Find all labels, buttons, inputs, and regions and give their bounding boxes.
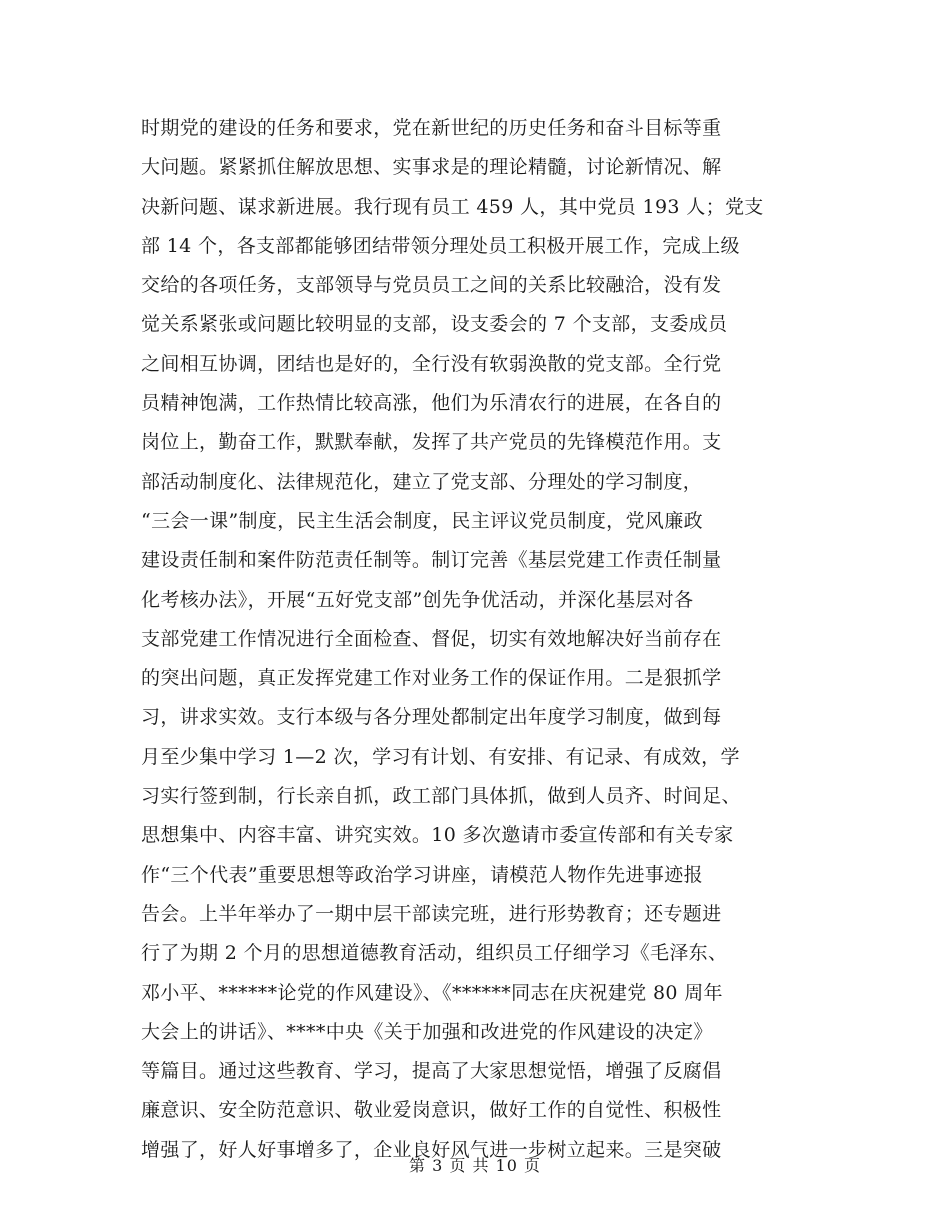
text-line: 邓小平、******论党的作风建设》、《******同志在庆祝建党 80 周年 xyxy=(141,981,723,1004)
text-line: 月至少集中学习 1—2 次，学习有计划、有安排、有记录、有成效，学 xyxy=(141,745,740,768)
text-line: 部 14 个，各支部都能够团结带领分理处员工积极开展工作，完成上级 xyxy=(141,234,740,257)
text-line: 习，讲求实效。支行本级与各分理处都制定出年度学习制度，做到每 xyxy=(141,706,722,729)
page-number-footer: 第 3 页 共 10 页 xyxy=(409,1156,541,1175)
text-line: 决新问题、谋求新进展。我行现有员工 459 人，其中党员 193 人；党支 xyxy=(141,195,764,218)
text-line: 化考核办法》，开展“五好党支部”创先争优活动，并深化基层对各 xyxy=(141,588,694,611)
text-line: 大问题。紧紧抓住解放思想、实事求是的理论精髓，讨论新情况、解 xyxy=(141,156,722,179)
text-line: 告会。上半年举办了一期中层干部读完班，进行形势教育；还专题进 xyxy=(141,902,722,925)
text-line: 之间相互协调，团结也是好的，全行没有软弱涣散的党支部。全行党 xyxy=(141,352,722,375)
text-line: “三会一课”制度，民主生活会制度，民主评议党员制度，党风廉政 xyxy=(141,509,703,532)
text-line: 增强了，好人好事增多了，企业良好风气进一步树立起来。三是突破 xyxy=(141,1138,722,1161)
text-line: 交给的各项任务，支部领导与党员员工之间的关系比较融洽，没有发 xyxy=(141,274,722,297)
text-line: 作“三个代表”重要思想等政治学习讲座，请模范人物作先进事迹报 xyxy=(141,863,703,886)
text-line: 大会上的讲话》、****中央《关于加强和改进党的作风建设的决定》 xyxy=(141,1020,713,1043)
text-line: 岗位上，勤奋工作，默默奉献，发挥了共产党员的先锋模范作用。支 xyxy=(141,431,722,454)
text-line: 觉关系紧张或问题比较明显的支部，设支委会的 7 个支部，支委成员 xyxy=(141,313,728,336)
text-line: 习实行签到制，行长亲自抓，政工部门具体抓，做到人员齐、时间足、 xyxy=(141,785,741,808)
text-line: 时期党的建设的任务和要求，党在新世纪的历史任务和奋斗目标等重 xyxy=(141,117,722,139)
body-text xyxy=(141,109,821,1170)
text-line: 部活动制度化、法律规范化，建立了党支部、分理处的学习制度， xyxy=(141,470,703,493)
text-line: 员精神饱满，工作热情比较高涨，他们为乐清农行的进展，在各自的 xyxy=(141,392,722,415)
text-line: 思想集中、内容丰富、讲究实效。10 多次邀请市委宣传部和有关专家 xyxy=(141,824,734,847)
text-line: 建设责任制和案件防范责任制等。制订完善《基层党建工作责任制量 xyxy=(141,549,722,572)
text-line: 廉意识、安全防范意识、敬业爱岗意识，做好工作的自觉性、积极性 xyxy=(141,1099,722,1122)
text-line: 的突出问题，真正发挥党建工作对业务工作的保证作用。二是狠抓学 xyxy=(141,667,722,690)
text-line: 行了为期 2 个月的思想道德教育活动，组织员工仔细学习《毛泽东、 xyxy=(141,942,728,965)
text-line: 支部党建工作情况进行全面检查、督促，切实有效地解决好当前存在 xyxy=(141,627,722,650)
text-line: 等篇目。通过这些教育、学习，提高了大家思想觉悟，增强了反腐倡 xyxy=(141,1060,722,1083)
